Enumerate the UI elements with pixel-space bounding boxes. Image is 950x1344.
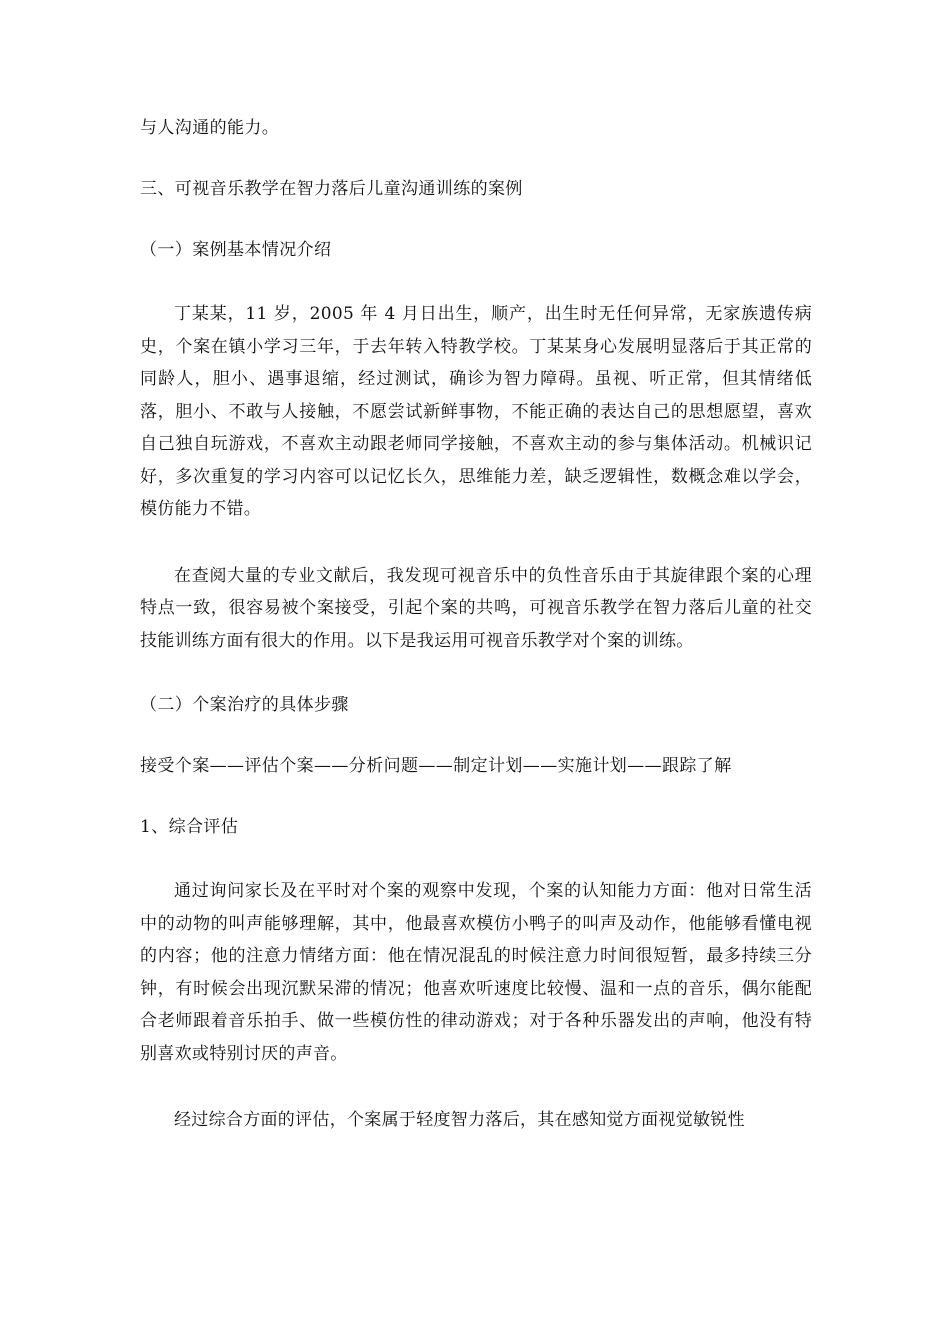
section-heading: 三、可视音乐教学在智力落后儿童沟通训练的案例	[140, 179, 523, 199]
subsection-heading-1: （一）案例基本情况介绍	[140, 240, 332, 260]
paragraph-continuation: 与人沟通的能力。	[140, 118, 280, 138]
subsection-heading-2: （二）个案治疗的具体步骤	[140, 695, 349, 715]
process-steps-line: 接受个案——评估个案——分析问题——制定计划——实施计划——跟踪了解	[140, 756, 732, 776]
evaluation-paragraph: 经过综合方面的评估，个案属于轻度智力落后，其在感知觉方面视觉敏锐性	[174, 1110, 745, 1130]
assessment-paragraph: 通过询问家长及在平时对个案的观察中发现，个案的认知能力方面：他对日常生活中的动物的叫声能够理解，其中，他最喜欢模仿小鸭子的叫声及动作，他能够看懂电视的内容；他的注意力情绪方面：他在情况混乱的时候注意力时间很短暂，最多持续三分钟，有时候会出现沉默呆滞的情况；他喜欢听速度比较慢、温和一点的音乐，偶尔能配合老师跟着音乐拍手、做一些模仿性的律动游戏；对于各种乐器发出的声响，他没有特别喜欢或特别讨厌的声音。	[140, 881, 812, 1064]
literature-paragraph: 在查阅大量的专业文献后，我发现可视音乐中的负性音乐由于其旋律跟个案的心理特点一致，很容易被个案接受，引起个案的共鸣，可视音乐教学在智力落后儿童的社交技能训练方面有很大的作用。以下是我运用可视音乐教学对个案的训练。	[140, 565, 812, 651]
case-background-paragraph: 丁某某，11 岁，2005 年 4 月日出生，顺产，出生时无任何异常，无家族遗传病史，个案在镇小学习三年，于去年转入特教学校。丁某某身心发展明显落后于其正常的同龄人，胆小、遇事退缩，经过测试，确诊为智力障碍。虽视、听正常，但其情绪低落，胆小、不敢与人接触，不愿尝试新鲜事物，不能正确的表达自己的思想愿望，喜欢自己独自玩游戏，不喜欢主动跟老师同学接触，不喜欢主动的参与集体活动。机械识记好，多次重复的学习内容可以记忆长久，思维能力差，缺乏逻辑性，数概念难以学会，模仿能力不错。	[140, 304, 812, 519]
document-body	[140, 114, 812, 1137]
numbered-heading: 1、综合评估	[140, 817, 239, 837]
